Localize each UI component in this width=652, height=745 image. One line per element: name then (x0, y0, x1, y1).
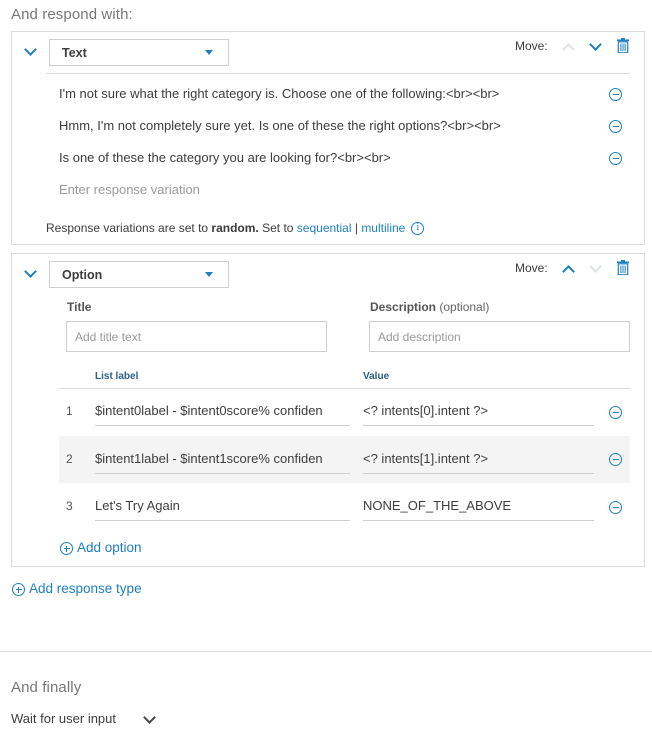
trash-icon[interactable] (617, 38, 629, 53)
info-icon[interactable]: i (411, 222, 424, 235)
response-variation-3[interactable]: Is one of these the category you are looking for?<br><br> (59, 150, 391, 165)
finally-section-heading: And finally (11, 679, 82, 696)
description-input[interactable] (369, 321, 630, 352)
mode-value: random. (211, 221, 259, 235)
response-type-select-text[interactable] (49, 39, 229, 66)
remove-variation-icon[interactable] (609, 152, 622, 165)
column-header-list-label: List label (95, 371, 139, 382)
list-label-input[interactable]: Let's Try Again (95, 495, 350, 521)
description-label-text: Description (370, 300, 437, 314)
add-response-type-plus-icon[interactable] (12, 583, 25, 596)
table-header-divider (59, 388, 630, 389)
row-number: 2 (66, 452, 73, 466)
optional-text: (optional) (436, 300, 490, 314)
description-label (370, 300, 489, 314)
dropdown-caret-icon (205, 50, 213, 55)
remove-option-icon[interactable] (609, 501, 622, 514)
link-separator: | (351, 221, 362, 235)
variation-mode-note (46, 221, 424, 235)
trash-icon[interactable] (617, 260, 629, 275)
dropdown-caret-icon (205, 272, 213, 277)
response-type-select-option[interactable] (49, 261, 229, 288)
title-input[interactable] (66, 321, 327, 352)
list-label-input[interactable]: $intent0label - $intent0score% confiden (95, 400, 350, 426)
mode-prefix: Response variations are set to (46, 221, 212, 235)
response-type-value: Option (62, 268, 103, 282)
divider (46, 73, 630, 74)
response-variation-1[interactable]: I'm not sure what the right category is. Choose one of the following:<br><br> (59, 86, 500, 101)
column-header-value: Value (363, 371, 390, 382)
remove-option-icon[interactable] (609, 453, 622, 466)
new-variation-input[interactable]: Enter response variation (59, 182, 200, 197)
row-number: 3 (66, 499, 73, 513)
add-response-type-button[interactable]: Add response type (29, 581, 142, 596)
multiline-link[interactable]: multiline (361, 221, 406, 235)
response-variation-2[interactable]: Hmm, I'm not completely sure yet. Is one of these the right options?<br><br> (59, 118, 501, 133)
remove-option-icon[interactable] (609, 406, 622, 419)
move-label: Move: (515, 261, 548, 275)
set-to-text: Set to (258, 221, 297, 235)
add-option-plus-icon[interactable] (60, 542, 73, 555)
value-input[interactable]: NONE_OF_THE_ABOVE (363, 495, 594, 521)
add-option-button[interactable]: Add option (77, 540, 142, 555)
finally-action-select[interactable]: Wait for user input (11, 711, 117, 726)
value-input[interactable]: <? intents[1].intent ?> (363, 448, 594, 474)
move-label: Move: (515, 39, 548, 53)
title-placeholder: Add title text (75, 330, 142, 344)
value-input[interactable]: <? intents[0].intent ?> (363, 400, 594, 426)
description-placeholder: Add description (378, 330, 461, 344)
chevron-down-icon[interactable] (143, 711, 156, 724)
list-label-input[interactable]: $intent1label - $intent1score% confiden (95, 448, 350, 474)
sequential-link[interactable]: sequential (296, 221, 352, 235)
remove-variation-icon[interactable] (609, 88, 622, 101)
response-type-value: Text (62, 46, 87, 60)
section-divider (0, 651, 652, 652)
respond-section-heading: And respond with: (11, 6, 133, 23)
row-number: 1 (66, 404, 73, 418)
remove-variation-icon[interactable] (609, 120, 622, 133)
title-label: Title (67, 300, 92, 314)
